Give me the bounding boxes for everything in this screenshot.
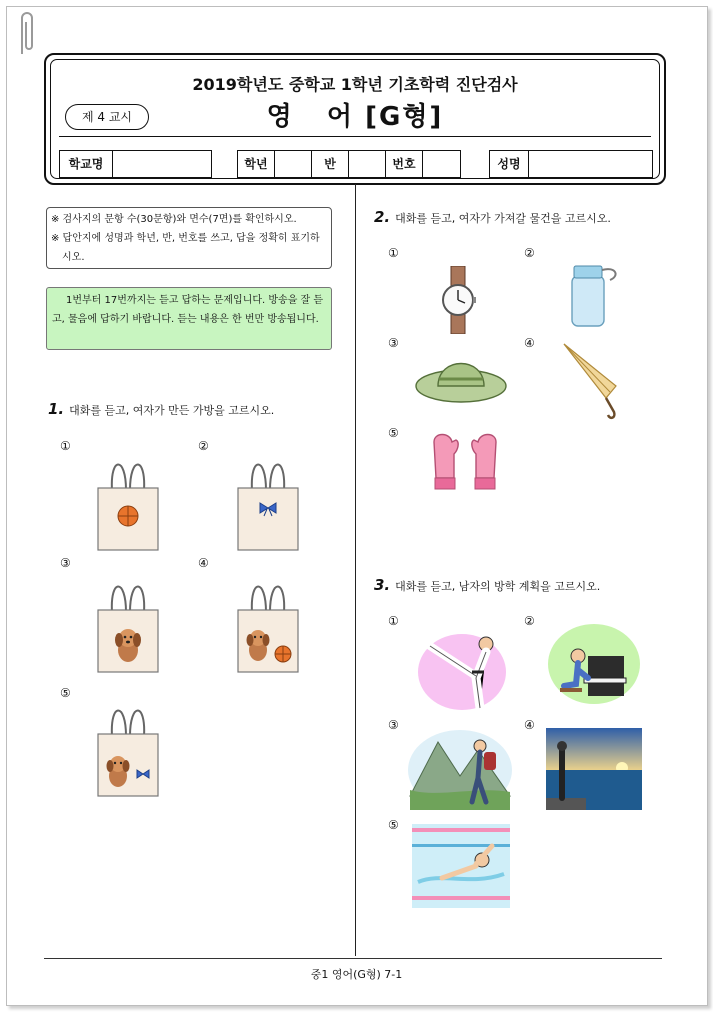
student-name-box <box>489 150 653 178</box>
q3-option-1[interactable]: ① <box>388 614 399 628</box>
name-field[interactable] <box>529 151 651 177</box>
grade-label: 학년 <box>238 151 275 177</box>
exam-instructions <box>46 207 332 269</box>
mittens-image <box>428 432 502 492</box>
q3-option-2[interactable]: ② <box>524 614 535 628</box>
school-name-box <box>59 150 212 178</box>
taekwondo-image <box>414 626 506 712</box>
bag-puppy-image <box>96 578 160 674</box>
number-label: 번호 <box>386 151 423 177</box>
question-3 <box>374 576 600 594</box>
school-label: 학교명 <box>60 151 113 177</box>
question-number: 1. <box>48 400 65 418</box>
q1-option-1[interactable]: ① <box>60 439 71 453</box>
q1-option-3[interactable]: ③ <box>60 556 71 570</box>
number-field[interactable] <box>423 151 459 177</box>
q2-option-1[interactable]: ① <box>388 246 399 260</box>
instruction-item: ※ 답안지에 성명과 학년, 반, 번호를 쓰고, 답을 정확히 표기하시오. <box>51 233 320 263</box>
exam-header <box>44 53 666 185</box>
class-label: 반 <box>312 151 349 177</box>
name-label: 성명 <box>490 151 529 177</box>
q2-option-2[interactable]: ② <box>524 246 535 260</box>
question-2 <box>374 208 611 226</box>
column-divider <box>355 184 356 956</box>
umbrella-image <box>558 340 628 422</box>
grade-field[interactable] <box>275 151 312 177</box>
bag-puppy-basketball-image <box>236 578 300 674</box>
wristwatch-image <box>440 266 476 334</box>
grade-class-number-box <box>237 150 461 178</box>
subject-title: 영 어 [G형] <box>266 102 444 132</box>
hiking-image <box>408 726 512 812</box>
question-text: 대화를 듣고, 여자가 가져갈 물건을 고르시오. <box>395 212 611 225</box>
q2-option-4[interactable]: ④ <box>524 336 535 350</box>
q1-option-4[interactable]: ④ <box>198 556 209 570</box>
listening-notice: 1번부터 17번까지는 듣고 답하는 문제입니다. 방송을 잘 듣고, 물음에 답하기 바랍니다. 듣는 내용은 한 번만 방송됩니다. <box>46 287 332 350</box>
class-field[interactable] <box>349 151 386 177</box>
paper-clip-icon <box>16 10 36 56</box>
exam-title: 2019학년도 중학교 1학년 기초학력 진단검사 <box>192 75 518 94</box>
piano-image <box>548 622 642 712</box>
q1-option-2[interactable]: ② <box>198 439 209 453</box>
q3-option-4[interactable]: ④ <box>524 718 535 732</box>
sun-hat-image <box>414 352 508 406</box>
period-badge: 제 4 교시 <box>65 104 149 130</box>
bag-ribbon-image <box>236 456 300 552</box>
q3-option-3[interactable]: ③ <box>388 718 399 732</box>
page-footer: 중1 영어(G형) 7-1 <box>310 968 403 981</box>
q3-option-5[interactable]: ⑤ <box>388 818 399 832</box>
q1-option-5[interactable]: ⑤ <box>60 686 71 700</box>
q2-option-3[interactable]: ③ <box>388 336 399 350</box>
sunset-image <box>546 728 642 810</box>
bag-puppy-ribbon-image <box>96 702 160 798</box>
question-text: 대화를 듣고, 남자의 방학 계획을 고르시오. <box>395 580 601 593</box>
question-number: 2. <box>374 208 391 226</box>
header-divider <box>59 136 651 137</box>
question-1 <box>48 400 274 418</box>
school-field[interactable] <box>113 151 210 177</box>
question-text: 대화를 듣고, 여자가 만든 가방을 고르시오. <box>69 404 275 417</box>
q2-option-5[interactable]: ⑤ <box>388 426 399 440</box>
question-number: 3. <box>374 576 391 594</box>
bag-basketball-image <box>96 456 160 552</box>
instruction-item: ※ 검사지의 문항 수(30문항)와 면수(7면)를 확인하시오. <box>51 214 297 225</box>
footer-divider <box>44 958 662 959</box>
water-bottle-image <box>566 262 620 328</box>
swimming-image <box>412 824 510 908</box>
